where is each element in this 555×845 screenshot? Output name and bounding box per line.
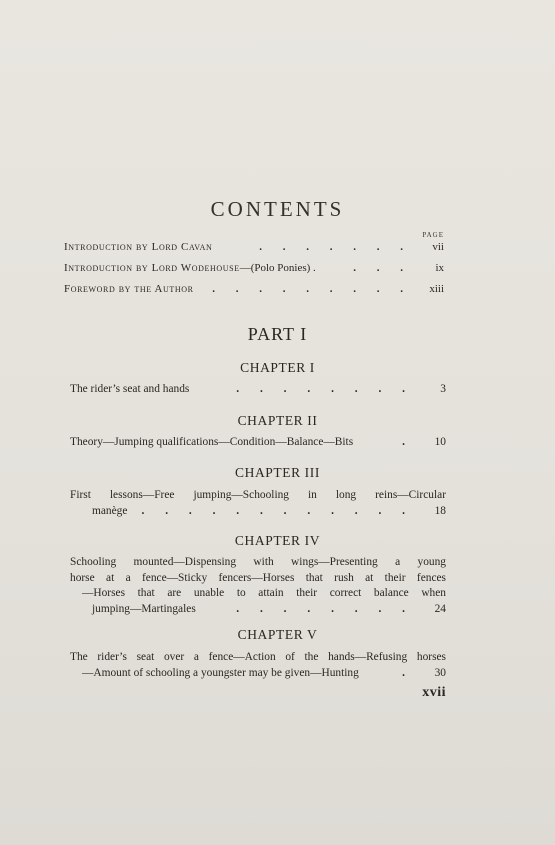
entry-text: manège <box>92 504 128 517</box>
dot-leader: . <box>402 436 414 448</box>
entry-text: jumping—Martingales <box>92 602 196 615</box>
part-heading: PART I <box>247 324 308 344</box>
front-matter-label: Introduction by Lord Wodehouse—(Polo Ponies) . <box>64 262 316 274</box>
page-number: 24 <box>434 602 446 615</box>
chapter-heading: CHAPTER IV <box>234 533 321 548</box>
entry-line: The rider’s seat over a fence—Action of the hands—Refusing horses <box>70 651 446 663</box>
entry-line: horse at a fence—Sticky fencers—Horses that rush at their fences <box>70 571 446 584</box>
dot-leader: . . . . . . . . <box>236 383 414 395</box>
dot-leader: . . . . . . . <box>259 241 412 253</box>
chapter-heading: CHAPTER I <box>240 360 315 375</box>
chapter-heading: CHAPTER V <box>237 627 318 642</box>
entry-text: —Amount of schooling a youngster may be given—Hunting <box>82 666 359 679</box>
front-matter-label: Introduction by Lord Cavan <box>64 241 213 253</box>
page-folio: xvii <box>422 685 446 700</box>
page-number: 10 <box>434 436 446 448</box>
page-column-label: PAGE <box>422 231 444 239</box>
front-matter-label: Foreword by the Author <box>64 283 194 295</box>
dot-leader: . . . . . . . . . . . . <box>141 504 414 517</box>
page-title: CONTENTS <box>210 197 345 221</box>
entry-last-line <box>70 435 446 451</box>
page-number: xiii <box>429 283 444 295</box>
chapter-entry <box>70 650 446 681</box>
page-number: 30 <box>434 666 446 679</box>
entry-last-line <box>70 602 446 618</box>
front-matter-row <box>64 262 444 280</box>
chapter-heading: CHAPTER II <box>237 413 318 428</box>
front-matter-row <box>64 241 444 259</box>
dot-leader: . <box>402 666 414 679</box>
chapter-entry <box>70 435 446 451</box>
entry-last-line <box>70 382 446 398</box>
dot-leader: . . . . . . . . <box>236 602 414 615</box>
chapter-entry <box>70 382 446 398</box>
front-matter-row <box>64 283 444 301</box>
page-number: vii <box>432 241 444 253</box>
entry-last-line <box>70 666 446 682</box>
page-number: 18 <box>434 504 446 517</box>
entry-last-line <box>70 504 446 520</box>
chapter-entry <box>70 555 446 617</box>
page-number: 3 <box>440 383 446 395</box>
chapter-heading: CHAPTER III <box>235 465 320 480</box>
dot-leader: . . . <box>353 262 412 274</box>
entry-line: First lessons—Free jumping—Schooling in long reins—Circular <box>70 489 446 501</box>
dot-leader: . . . . . . . . . <box>212 283 412 295</box>
chapter-entry <box>70 488 446 519</box>
page-number: ix <box>435 262 444 274</box>
entry-line: —Horses that are unable to attain their correct balance when <box>82 587 446 599</box>
entry-text: The rider’s seat and hands <box>70 383 190 395</box>
entry-line: Schooling mounted—Dispensing with wings—Presenting a young <box>70 556 446 568</box>
entry-text: Theory—Jumping qualifications—Condition—Balance—Bits <box>70 436 354 448</box>
